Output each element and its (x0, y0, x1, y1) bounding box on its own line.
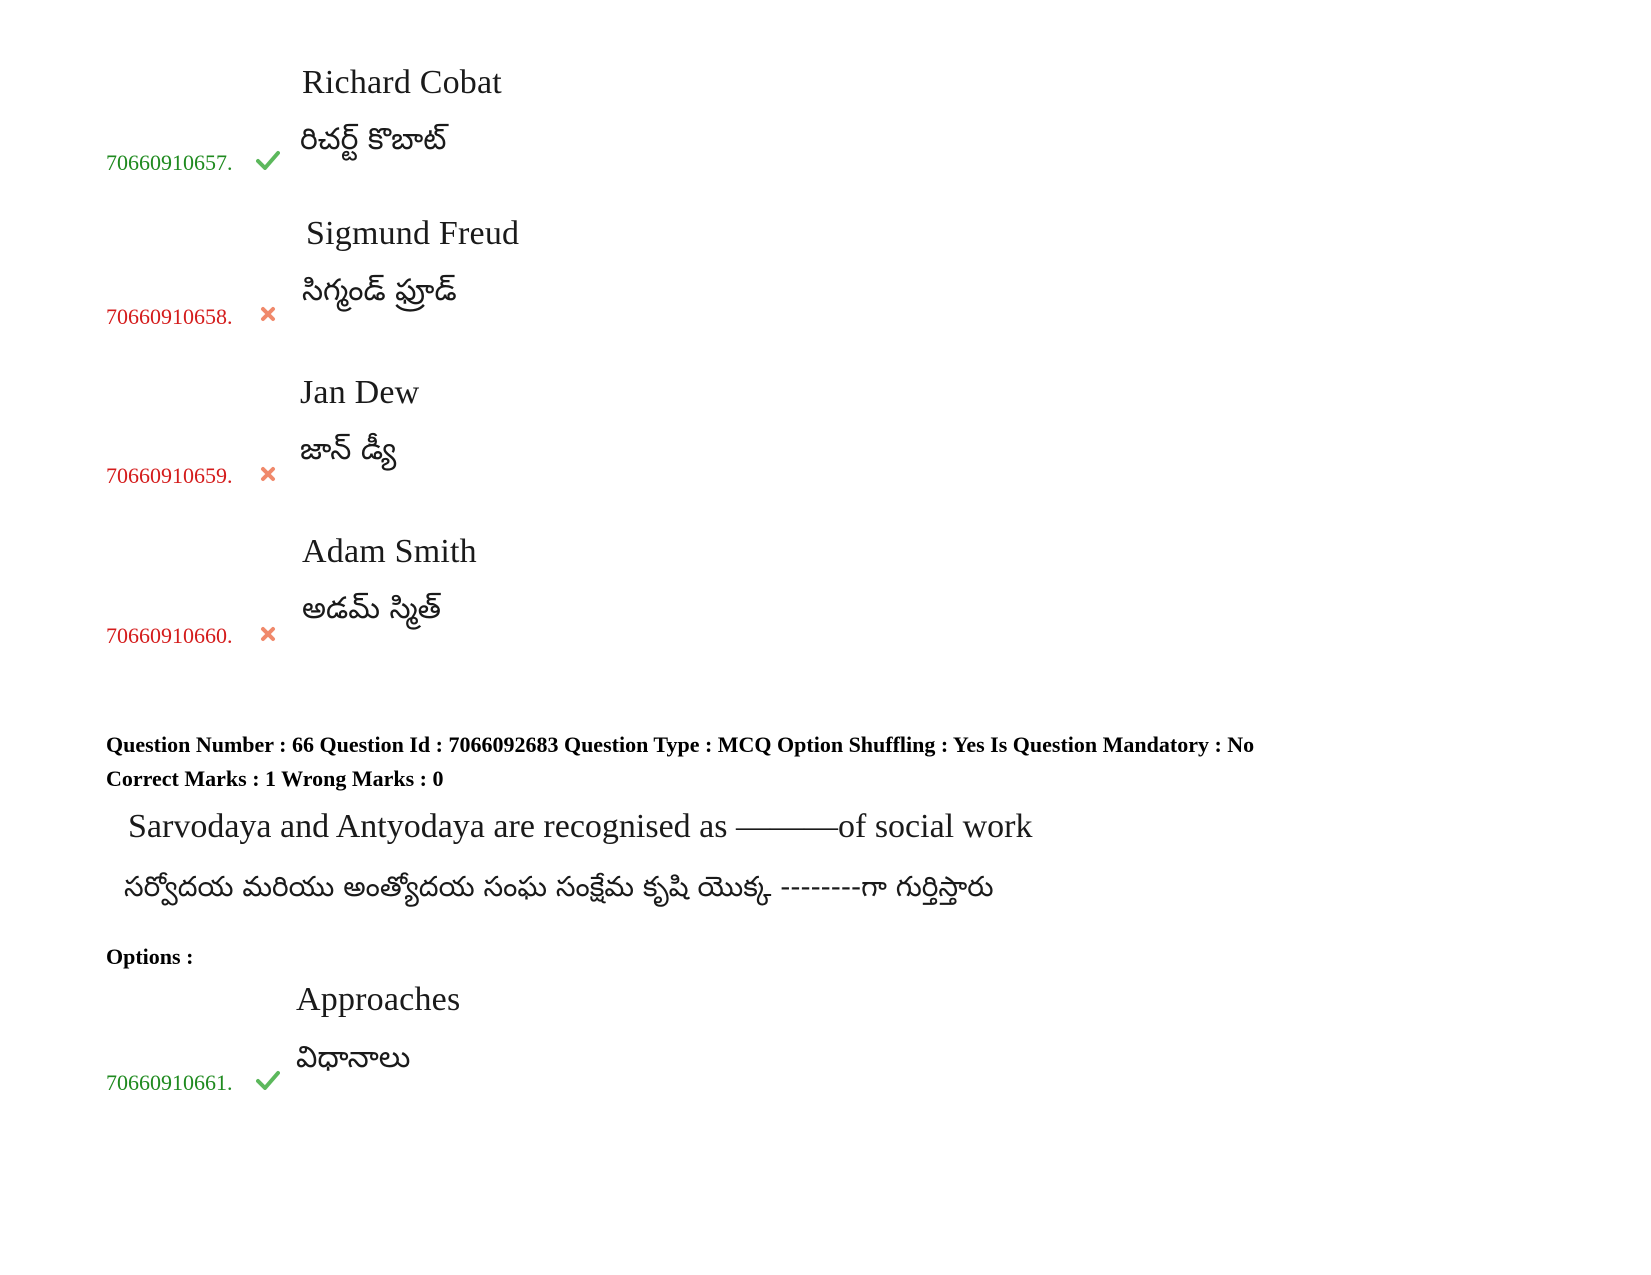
option-text-english: Richard Cobat (302, 64, 502, 101)
check-icon (256, 1070, 280, 1090)
cross-icon (260, 306, 276, 322)
option-text-telugu: అడమ్ స్మిత్ (302, 591, 441, 626)
option-id: 70660910658. (106, 304, 233, 329)
option-text-telugu: సిగ్మండ్ ఫ్రూడ్ (302, 273, 457, 308)
option-text-english: Approaches (296, 981, 461, 1018)
option-text-english: Sigmund Freud (306, 215, 520, 252)
question-text-telugu: సర్వోదయ మరియు అంత్యోదయ సంఘ సంక్షేమ కృషి యొక్క --------గా గుర్తిస్తారు (124, 870, 994, 903)
option-text-english: Adam Smith (302, 533, 477, 570)
question-meta: Question Number : 66 Question Id : 7066092683 Question Type : MCQ Option Shuffling : Yes Is Question Mandatory : No (106, 732, 1255, 757)
question-text-english: Sarvodaya and Antyodaya are recognised as ———of social work (128, 808, 1033, 845)
options-label: Options : (106, 944, 194, 969)
option-id: 70660910661. (106, 1070, 233, 1095)
cross-icon (260, 466, 276, 482)
cross-icon (260, 626, 276, 642)
check-icon (256, 150, 280, 170)
option-text-telugu: రిచర్ట్ కొబాట్ (300, 122, 447, 157)
option-text-telugu: విధానాలు (296, 1040, 411, 1075)
question-marks: Correct Marks : 1 Wrong Marks : 0 (106, 766, 444, 791)
option-id: 70660910657. (106, 150, 233, 175)
option-text-telugu: జాన్ డ్యీ (300, 432, 397, 467)
option-text-english: Jan Dew (300, 374, 420, 411)
option-id: 70660910660. (106, 623, 233, 648)
option-id: 70660910659. (106, 463, 233, 488)
